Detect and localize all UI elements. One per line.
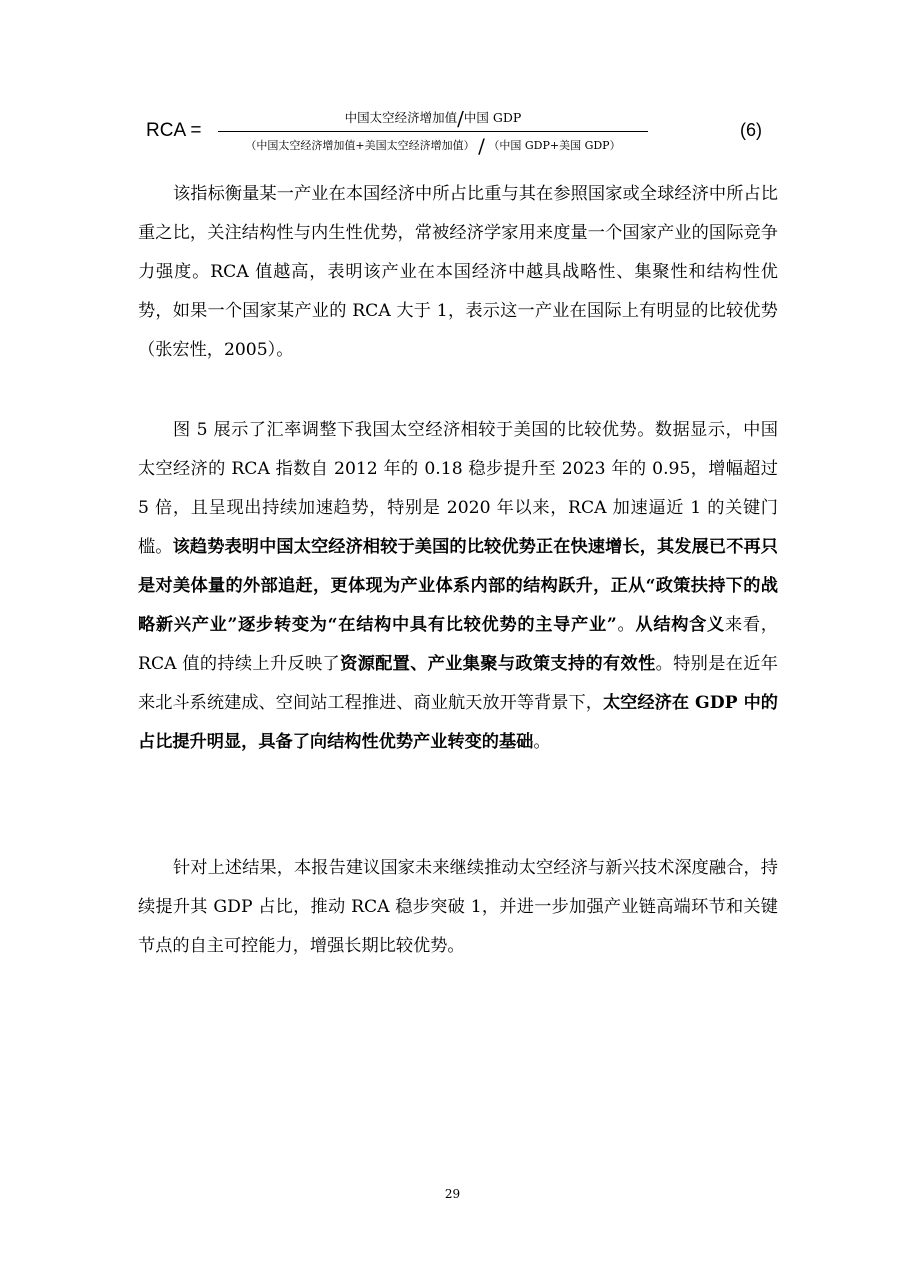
paragraph-rca-definition	[138, 175, 778, 370]
paragraph-text: 针对上述结果，本报告建议国家未来继续推动太空经济与新兴技术深度融合，持续提升其 GDP 占比，推动 RCA 稳步突破 1，并进一步加强产业链高端环节和关键节点的自主可控能力，增强长期比较优势。	[138, 858, 778, 956]
page-number: 29	[444, 1187, 461, 1201]
formula-fraction	[218, 108, 648, 156]
paragraph-text	[138, 411, 778, 762]
paragraph-recommendation	[138, 849, 778, 966]
paragraph-text: 该指标衡量某一产业在本国经济中所占比重与其在参照国家或全球经济中所占比重之比，关注结构性与内生性优势，常被经济学家用来度量一个国家产业的国际竞争力强度。RCA 值越高，表明该产业在本国经济中越具战略性、集聚性和结构性优势，如果一个国家某产业的 RCA 大于 1，表示这一产业在国际上有明显的比较优势（张宏性，2005）。	[138, 184, 778, 360]
denominator-part-b: （中国 GDP+美国 GDP）	[488, 139, 621, 152]
text-run: 。	[616, 615, 636, 635]
bold-text-run: 该趋势表明中国太空经济相较于美国的比较优势正在快速增长，其发展已不再只是对美体量的外部追赶，更体现为产业体系内部的结构跃升，正从“政策扶持下的战略新兴产业”逐步转变为“在结构中具有比较优势的主导产业”	[138, 537, 778, 635]
text-run: 来看，RCA 值的持续上升反映了	[138, 615, 778, 674]
text-run: 图 5 展示了汇率调整下我国太空经济相较于美国的比较优势。数据显示，中国太空经济的 RCA 指数自 2012 年的 0.18 稳步提升至 2023 年的 0.95，增幅超过 5 倍，且呈现出持续加速趋势，特别是 2020 年以来，RCA 加速逼近 1 的关键门槛。	[138, 420, 778, 557]
rca-formula	[146, 108, 776, 160]
numerator-part-a: 中国太空经济增加值	[344, 110, 458, 125]
text-run: 。特别是在近年来北斗系统建成、空间站工程推进、商业航天放开等背景下，	[138, 654, 778, 713]
denominator-part-a: （中国太空经济增加值+美国太空经济增加值）	[245, 139, 475, 152]
bold-text-run: 从结构含义	[635, 615, 725, 635]
bold-text-run: 资源配置、产业集聚与政策支持的有效性	[340, 654, 656, 674]
paragraph-figure5-analysis	[138, 411, 778, 762]
text-run: 。	[533, 732, 551, 752]
fraction-bar	[218, 131, 648, 132]
formula-lhs: RCA =	[146, 120, 202, 141]
bold-text-run: 太空经济在 GDP 中的占比提升明显，具备了向结构性优势产业转变的基础	[138, 693, 778, 752]
denominator-slash: /	[478, 134, 485, 158]
equation-number: (6)	[740, 120, 762, 140]
numerator-slash: /	[457, 106, 464, 131]
numerator-part-b: 中国 GDP	[463, 110, 522, 125]
formula-numerator	[218, 106, 648, 131]
formula-denominator	[218, 136, 648, 156]
